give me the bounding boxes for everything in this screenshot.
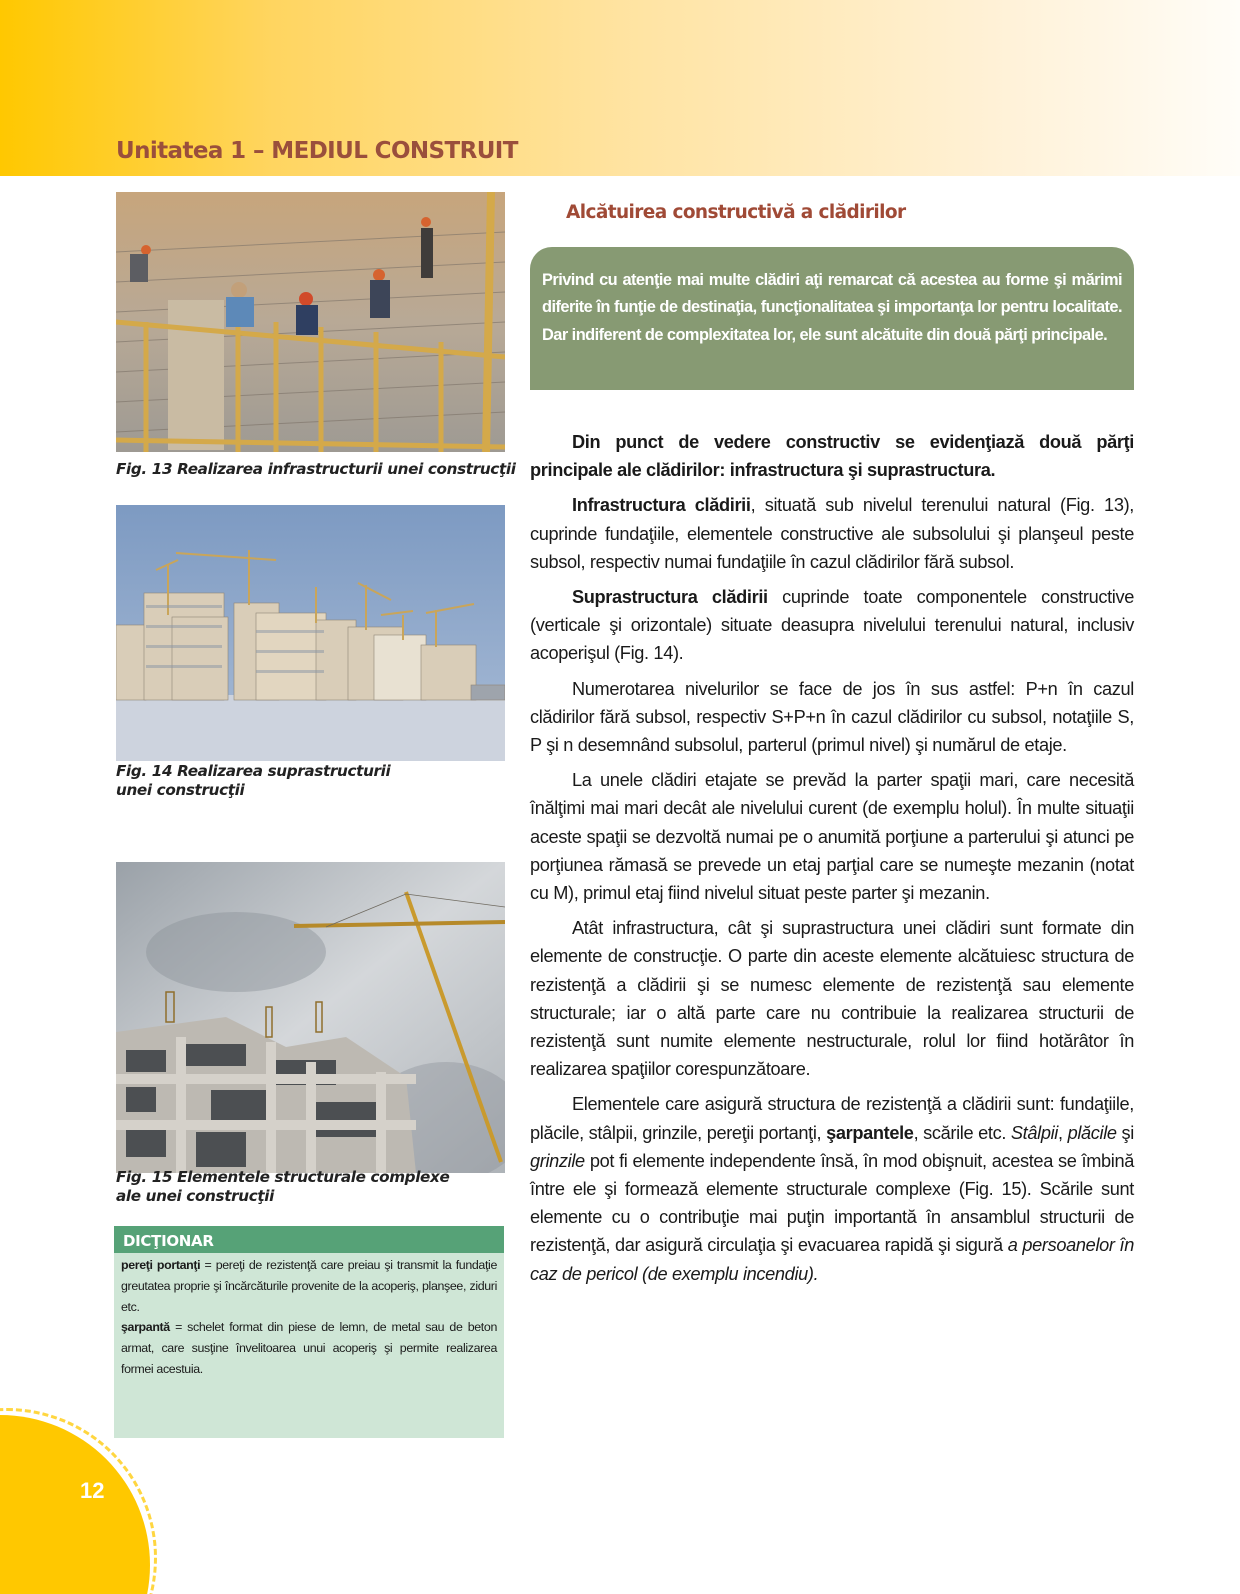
paragraph-text: cuprinde toate componentele constructive (verticale şi orizontale) situate deasupra nivelului terenului natural, inclusiv acoperişul (Fig. 14). — [530, 587, 1134, 664]
paragraph-suprastructura — [530, 583, 1134, 668]
unit-title: Unitatea 1 – MEDIUL CONSTRUIT — [116, 138, 518, 164]
concrete-frame-crane-photo-icon — [116, 862, 505, 1173]
paragraph-text: , situată sub nivelul terenului natural (Fig. 13), cuprinde fundaţiile, elementele constructive ale subsolului şi planşeul peste subsol, respectiv numai fundaţiile în cazul clădirilor fără subsol. — [530, 495, 1134, 572]
dictionary-entry — [121, 1255, 497, 1317]
paragraph-infrastructura — [530, 491, 1134, 576]
paragraph-numerotare: Numerotarea nivelurilor se face de jos în sus astfel: P+n în cazul clădirilor fără subsol, respectiv S+P+n în cazul clădirilor cu subsol, notaţiile S, P şi n desemnând subsolul, parterul (primul nivel) şi numărul de etaje. — [530, 678, 1134, 756]
figure-15-caption: Fig. 15 Elementele structurale complexe ale unei construcţii — [116, 1168, 450, 1205]
paragraph-elemente: Atât infrastructura, cât şi suprastructura unei clădiri sunt formate din elemente de construcţie. O parte din aceste elemente alcătuiesc structura de rezistenţă a clădirii şi se numesc elemente de rezistenţă sau elemente structurale; iar o altă parte care nu contribuie la realizarea structurii de rezistenţă sunt numite elemente nestructurale, rolul lor fiind hotărâtor în realizarea spaţiilor corespunzătoare. — [530, 918, 1134, 1080]
dictionary-body — [114, 1253, 504, 1380]
figure-14-image — [116, 505, 505, 761]
paragraph-mezanin: La unele clădiri etajate se prevăd la parter spaţii mari, care necesită înălţimi mai mari decât ale nivelului curent (de exemplu holul). În multe situaţii aceste spaţii se dezvoltă numai pe o anumită porţiune a parterului şi atunci pe porţiunea rămasă se prevede un etaj parţial care se numeşte mezanin (notat cu M), primul etaj fiind nivelul situat peste parter şi mezanin. — [530, 770, 1134, 904]
separator-text: şi — [1116, 1122, 1134, 1143]
dictionary-entry — [121, 1317, 497, 1379]
paragraph-structura — [530, 1090, 1134, 1287]
dictionary-definition: = pereţi de rezistenţă care preiau şi transmit la fundaţie greutatea proprie şi încărcăturile provenite de la acoperiş, planşee, ziduri etc. — [121, 1258, 497, 1314]
figure-15-image — [116, 862, 505, 1173]
dictionary-box — [114, 1226, 504, 1438]
dictionary-term: şarpantă — [121, 1320, 170, 1335]
figure-13-caption: Fig. 13 Realizarea infrastructurii unei construcţii — [116, 460, 516, 478]
cityscape-cranes-photo-icon — [116, 505, 505, 761]
dictionary-term: pereţi portanţi — [121, 1258, 201, 1272]
page-number: 12 — [80, 1478, 105, 1503]
figure-14-caption: Fig. 14 Realizarea suprastructurii unei construcţii — [116, 762, 391, 799]
term-infrastructura: Infrastructura clădirii — [572, 495, 751, 516]
term-stalpii: Stâlpii — [1010, 1122, 1058, 1143]
intro-box — [530, 247, 1134, 390]
intro-text: Privind cu atenţie mai multe clădiri aţi remarcat că acestea au forme şi mărimi diferite în funţie de destinaţia, funcţionalitatea şi importanţa lor pentru localitate. Dar indiferent de complexitatea lor, ele sunt alcătuite din două părţi principale. — [542, 271, 1122, 344]
dictionary-definition: = schelet format din piese de lemn, de metal sau de beton armat, care susţine învelitoarea unui acoperiş şi permite realizarea formei acestuia. — [121, 1320, 497, 1376]
separator-text: , — [1057, 1122, 1068, 1143]
term-suprastructura: Suprastructura clădirii — [572, 587, 768, 608]
paragraph-text: , scările etc. — [913, 1122, 1011, 1143]
term-sarpantele: şarpantele — [826, 1122, 914, 1143]
body-text — [530, 428, 1134, 1295]
figure-13-image — [116, 192, 505, 452]
term-placile: plăcile — [1067, 1122, 1117, 1143]
term-grinzile: grinzile — [530, 1150, 585, 1171]
paragraph-text: pot fi elemente independente însă, în mod obişnuit, acestea se îmbină între ele şi formează elemente structurale complexe (Fig. 15). Scările sunt elemente cu o contribuţie mai puţin importantă în ansamblul structurii de rezistenţă, dar asigură circulaţia şi evacuarea rapidă şi sigură — [530, 1150, 1134, 1256]
construction-site-photo-icon — [116, 192, 505, 452]
paragraph-italic-ending: a persoanelor în caz de pericol (de exemplu incendiu). — [530, 1235, 1135, 1284]
paragraph-text: Elementele care asigură structura de rezistenţă a clădirii sunt: fundaţiile, plăcile, stâlpii, grinzile, pereţii portanţi, — [530, 1094, 1134, 1143]
section-title: Alcătuirea constructivă a clădirilor — [566, 202, 906, 223]
dictionary-title: DICŢIONAR — [114, 1226, 504, 1253]
paragraph-lead: Din punct de vedere constructiv se evidenţiază două părţi principale ale clădirilor: infrastructura şi suprastructura. — [530, 432, 1134, 481]
